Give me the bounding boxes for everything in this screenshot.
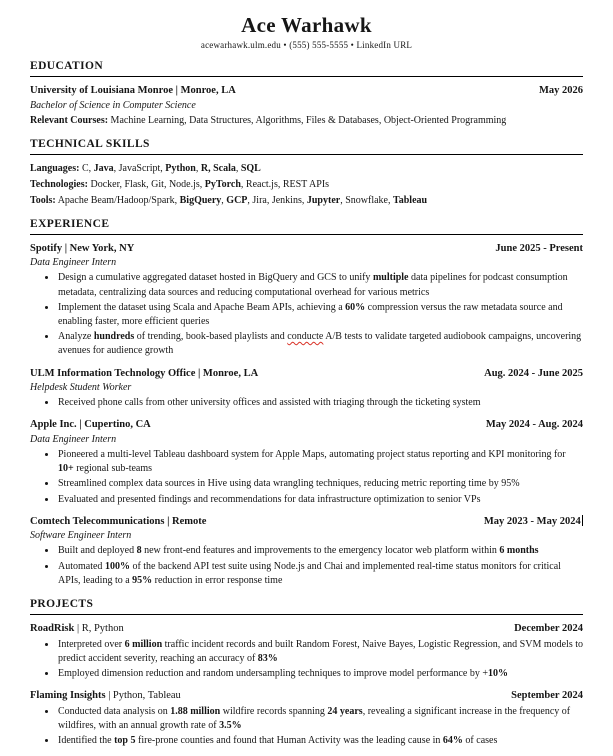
text-run: 95% bbox=[132, 574, 153, 586]
text-run: new front-end features and improvements to the emergency locator web platform within bbox=[141, 545, 500, 557]
bullet-item bbox=[57, 560, 583, 588]
entry-date: Aug. 2024 - June 2025 bbox=[484, 367, 583, 379]
text-run: top 5 bbox=[114, 735, 136, 747]
text-run: Evaluated and presented findings and recommendations for data infrastructure optimization to senior VPs bbox=[58, 493, 481, 505]
text-run: regional sub-teams bbox=[73, 463, 153, 475]
resume-entry bbox=[30, 242, 583, 359]
entry-header bbox=[30, 367, 583, 381]
entry-date: May 2026 bbox=[538, 85, 583, 97]
text-run: Identified the bbox=[58, 735, 115, 747]
text-run: 100% bbox=[104, 560, 130, 572]
text-run: Analyze bbox=[58, 331, 94, 343]
text-run: 6 months bbox=[499, 545, 539, 557]
text-run: Technologies: bbox=[30, 178, 88, 190]
text-run: Tools: bbox=[30, 194, 56, 206]
entry-title bbox=[30, 367, 258, 381]
bullet-item bbox=[57, 396, 583, 410]
bullet-item bbox=[57, 544, 583, 558]
misspelled-word: conducte bbox=[287, 331, 324, 343]
resume-entry bbox=[30, 162, 583, 208]
text-run: , bbox=[195, 162, 201, 174]
text-run: C, bbox=[79, 162, 94, 174]
text-run: Jupyter bbox=[306, 194, 341, 206]
bullet-list bbox=[30, 271, 583, 358]
text-run: 3.5% bbox=[219, 720, 242, 731]
resume-sections bbox=[30, 60, 583, 748]
bullet-list bbox=[30, 448, 583, 507]
text-run: 60% bbox=[345, 301, 366, 313]
text-run: traffic incident records and built Random Forest, Naive Bayes, Logistic Regression, and SVM models to predict accident severity, reaching an accuracy of bbox=[58, 638, 584, 664]
text-run: GCP bbox=[226, 194, 248, 206]
text-run: Apple Inc. | Cupertino, CA bbox=[30, 419, 151, 431]
text-run: Apache Beam/Hadoop/Spark, bbox=[55, 194, 180, 206]
text-run: hundreds bbox=[93, 331, 135, 343]
entry-role: Data Engineer Intern bbox=[30, 434, 117, 446]
text-run: Machine Learning, Data Structures, Algorithms, Files & Databases, Object-Oriented Programming bbox=[108, 114, 507, 126]
text-run: Java bbox=[93, 162, 114, 174]
text-run: fire-prone counties and found that Human Activity was the leading cause in bbox=[135, 735, 443, 747]
bullet-item bbox=[57, 477, 583, 491]
text-run: SQL bbox=[240, 162, 261, 174]
entry-date: December 2024 bbox=[514, 622, 583, 634]
text-run: 24 years bbox=[327, 705, 363, 717]
entry-role: Helpdesk Student Worker bbox=[30, 382, 132, 394]
entry-title bbox=[30, 689, 181, 703]
resume-entry bbox=[30, 418, 583, 506]
text-run: Implement the dataset using Scala and Apache Beam APIs, achieving a bbox=[58, 301, 346, 313]
text-run: Pioneered a multi-level Tableau dashboard system for Apple Maps, automating project status reporting and KPI monitoring for bbox=[58, 449, 566, 461]
section-experience bbox=[30, 218, 583, 588]
text-run: University of Louisiana Monroe | Monroe, LA bbox=[30, 85, 236, 97]
text-run: wildfire records spanning bbox=[220, 705, 328, 717]
bullet-item bbox=[57, 734, 583, 748]
resume-entry bbox=[30, 84, 583, 128]
text-run: Flaming Insights bbox=[30, 690, 106, 702]
text-cursor bbox=[582, 515, 583, 526]
text-run: BigQuery bbox=[179, 194, 222, 206]
text-run: data pipelines for podcast consumption metadata, centralizing data sources and reducing computational overhead for various metrics bbox=[58, 272, 568, 298]
resume-entry bbox=[30, 622, 583, 681]
entry-header bbox=[30, 689, 583, 703]
text-run: compression versus the raw metadata source and enabling faster, more efficient queries bbox=[58, 301, 563, 327]
bullet-list bbox=[30, 638, 583, 682]
text-run: 6 million bbox=[124, 638, 163, 650]
section-heading-education: EDUCATION bbox=[30, 60, 583, 77]
text-run: ULM Information Technology Office | Monroe, LA bbox=[30, 367, 259, 379]
section-heading-technical-skills: TECHNICAL SKILLS bbox=[30, 138, 583, 155]
text-run: 64% bbox=[442, 735, 463, 747]
section-technical-skills bbox=[30, 138, 583, 208]
section-education bbox=[30, 60, 583, 128]
text-run: 1.88 million bbox=[170, 705, 221, 717]
text-run: 83% bbox=[257, 652, 278, 664]
entry-title bbox=[30, 242, 134, 256]
bullet-item bbox=[57, 271, 583, 299]
entry-header bbox=[30, 515, 583, 529]
entry-line bbox=[30, 194, 583, 208]
entry-role: Software Engineer Intern bbox=[30, 530, 132, 542]
text-run: PyTorch bbox=[204, 178, 241, 190]
text-run: Spotify | New York, NY bbox=[30, 242, 135, 254]
resume-name: Ace Warhawk bbox=[241, 13, 372, 37]
entry-title bbox=[30, 84, 236, 98]
entry-header bbox=[30, 242, 583, 256]
text-run: Built and deployed bbox=[58, 545, 137, 557]
bullet-item bbox=[57, 301, 583, 329]
bullet-item bbox=[57, 667, 583, 681]
text-run: , revealing a significant increase in the frequency of wildfires, with an annual growth rate of bbox=[58, 705, 571, 731]
bullet-list bbox=[30, 544, 583, 588]
entry-role: Data Engineer Intern bbox=[30, 257, 117, 269]
bullet-item bbox=[57, 638, 583, 666]
bullet-list bbox=[30, 396, 583, 410]
text-run: Docker, Flask, Git, Node.js, bbox=[87, 178, 205, 190]
text-run: R, Scala bbox=[200, 162, 236, 174]
text-run: of trending, book-based playlists and bbox=[134, 331, 288, 343]
entry-header bbox=[30, 84, 583, 98]
bullet-list bbox=[30, 705, 583, 749]
text-run: reduction in error response time bbox=[152, 574, 283, 586]
bullet-item bbox=[57, 448, 583, 476]
entry-date: May 2023 - May 2024 bbox=[484, 515, 583, 529]
entry-title bbox=[30, 515, 206, 529]
text-run: , Snowflake, bbox=[340, 194, 393, 206]
text-run: , bbox=[221, 194, 227, 206]
bullet-item bbox=[57, 705, 583, 733]
text-run: Received phone calls from other university offices and assisted with triaging through the ticketing system bbox=[58, 397, 481, 409]
text-run: multiple bbox=[372, 272, 409, 284]
text-run: , Jira, Jenkins, bbox=[247, 194, 307, 206]
text-run: , React.js, REST APIs bbox=[240, 178, 330, 190]
text-run: Interpreted over bbox=[58, 638, 125, 650]
entry-title bbox=[30, 418, 151, 432]
entry-date: May 2024 - Aug. 2024 bbox=[485, 419, 583, 431]
resume-contact-line: acewarhawk.ulm.edu • (555) 555-5555 • LinkedIn URL bbox=[200, 40, 413, 51]
text-run: of cases bbox=[462, 735, 498, 747]
text-run: Automated bbox=[58, 560, 105, 572]
text-run: Employed dimension reduction and random undersampling techniques to improve model performance by + bbox=[58, 667, 488, 679]
text-run: | Python, Tableau bbox=[105, 690, 181, 702]
entry-line bbox=[30, 178, 583, 192]
entry-line bbox=[30, 114, 583, 128]
entry-header bbox=[30, 418, 583, 432]
resume-entry bbox=[30, 367, 583, 411]
section-projects bbox=[30, 598, 583, 748]
entry-date: September 2024 bbox=[511, 690, 583, 702]
entry-header bbox=[30, 622, 583, 636]
entry-role: Bachelor of Science in Computer Science bbox=[30, 99, 196, 111]
entry-date: June 2025 - Present bbox=[495, 242, 583, 254]
text-run: , JavaScript, bbox=[113, 162, 166, 174]
text-run: | R, Python bbox=[74, 622, 124, 634]
text-run: RoadRisk bbox=[30, 622, 75, 634]
text-run: Comtech Telecommunications | Remote bbox=[30, 515, 207, 527]
section-heading-projects: PROJECTS bbox=[30, 598, 583, 615]
text-run: Conducted data analysis on bbox=[58, 705, 171, 717]
text-run: Tableau bbox=[392, 194, 428, 206]
entry-line bbox=[30, 162, 583, 176]
text-run: 10+ bbox=[58, 463, 74, 475]
bullet-item bbox=[57, 493, 583, 507]
text-run: Design a cumulative aggregated dataset hosted in BigQuery and GCS to unify bbox=[58, 272, 373, 284]
text-run: Relevant Courses: bbox=[30, 114, 109, 126]
entry-title bbox=[30, 622, 124, 636]
text-run: Python bbox=[165, 162, 196, 174]
text-run: 8 bbox=[136, 545, 142, 557]
text-run: Streamlined complex data sources in Hive using data wrangling techniques, reducing metric reporting time by 95% bbox=[58, 478, 520, 490]
section-heading-experience: EXPERIENCE bbox=[30, 218, 583, 235]
text-run: of the backend API test suite using Node.js and Chai and implemented real-time status monitors for critical APIs, leading to a bbox=[58, 560, 561, 586]
resume-entry bbox=[30, 515, 583, 588]
resume-entry bbox=[30, 689, 583, 748]
text-run: Languages: bbox=[30, 162, 80, 174]
bullet-item bbox=[57, 330, 583, 358]
text-run: , bbox=[235, 162, 241, 174]
text-run: 10% bbox=[487, 667, 508, 679]
text-run: A/B tests to validate targeted audiobook campaigns, uncovering avenues for audience growth bbox=[58, 331, 582, 357]
